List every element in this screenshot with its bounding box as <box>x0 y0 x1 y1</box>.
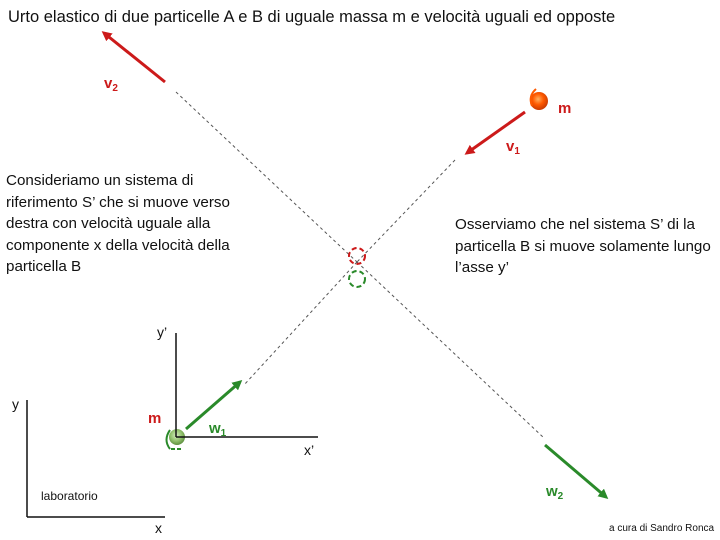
w1-label <box>209 420 226 439</box>
y-prime-label: y’ <box>157 324 168 340</box>
collision-green-dashed-circle <box>349 271 365 287</box>
y-lab-label: y <box>12 396 19 412</box>
credit-text: a cura di Sandro Ronca <box>609 523 715 534</box>
v1-label <box>506 138 520 157</box>
w2-label <box>546 483 563 502</box>
v1-label-sub: 1 <box>514 146 520 157</box>
w2-label-base: w <box>546 483 558 500</box>
page-title: Urto elastico di due particelle A e B di uguale massa m e velocità uguali ed opposte <box>8 8 616 26</box>
v2-label-base: v <box>104 75 113 92</box>
w1-label-base: w <box>209 420 221 437</box>
w1-label-sub: 1 <box>220 428 227 439</box>
mass-top-label: m <box>558 100 572 117</box>
text-left-paragraph: Consideriamo un sistema di riferimento S’ che si muove verso destra con velocità uguale alla componente x della velocità della particella B <box>6 172 230 275</box>
laboratorio-label: laboratorio <box>41 489 98 503</box>
mass-bottom-label: m <box>148 410 162 427</box>
w2-label-sub: 2 <box>557 491 564 502</box>
x-prime-label: x’ <box>304 442 315 458</box>
text-right-paragraph: Osserviamo che nel sistema S’ di la particella B si muove solamente lungo l’asse y’ <box>455 216 711 276</box>
x-lab-label: x <box>155 520 162 536</box>
trajectory-dashed-line-nw <box>357 160 455 262</box>
v1-label-base: v <box>506 138 515 155</box>
v2-label <box>104 75 118 94</box>
trajectory-dashed-line-sw <box>357 262 544 438</box>
trajectory-dashed-line-se <box>244 262 357 385</box>
v2-label-sub: 2 <box>112 83 118 94</box>
